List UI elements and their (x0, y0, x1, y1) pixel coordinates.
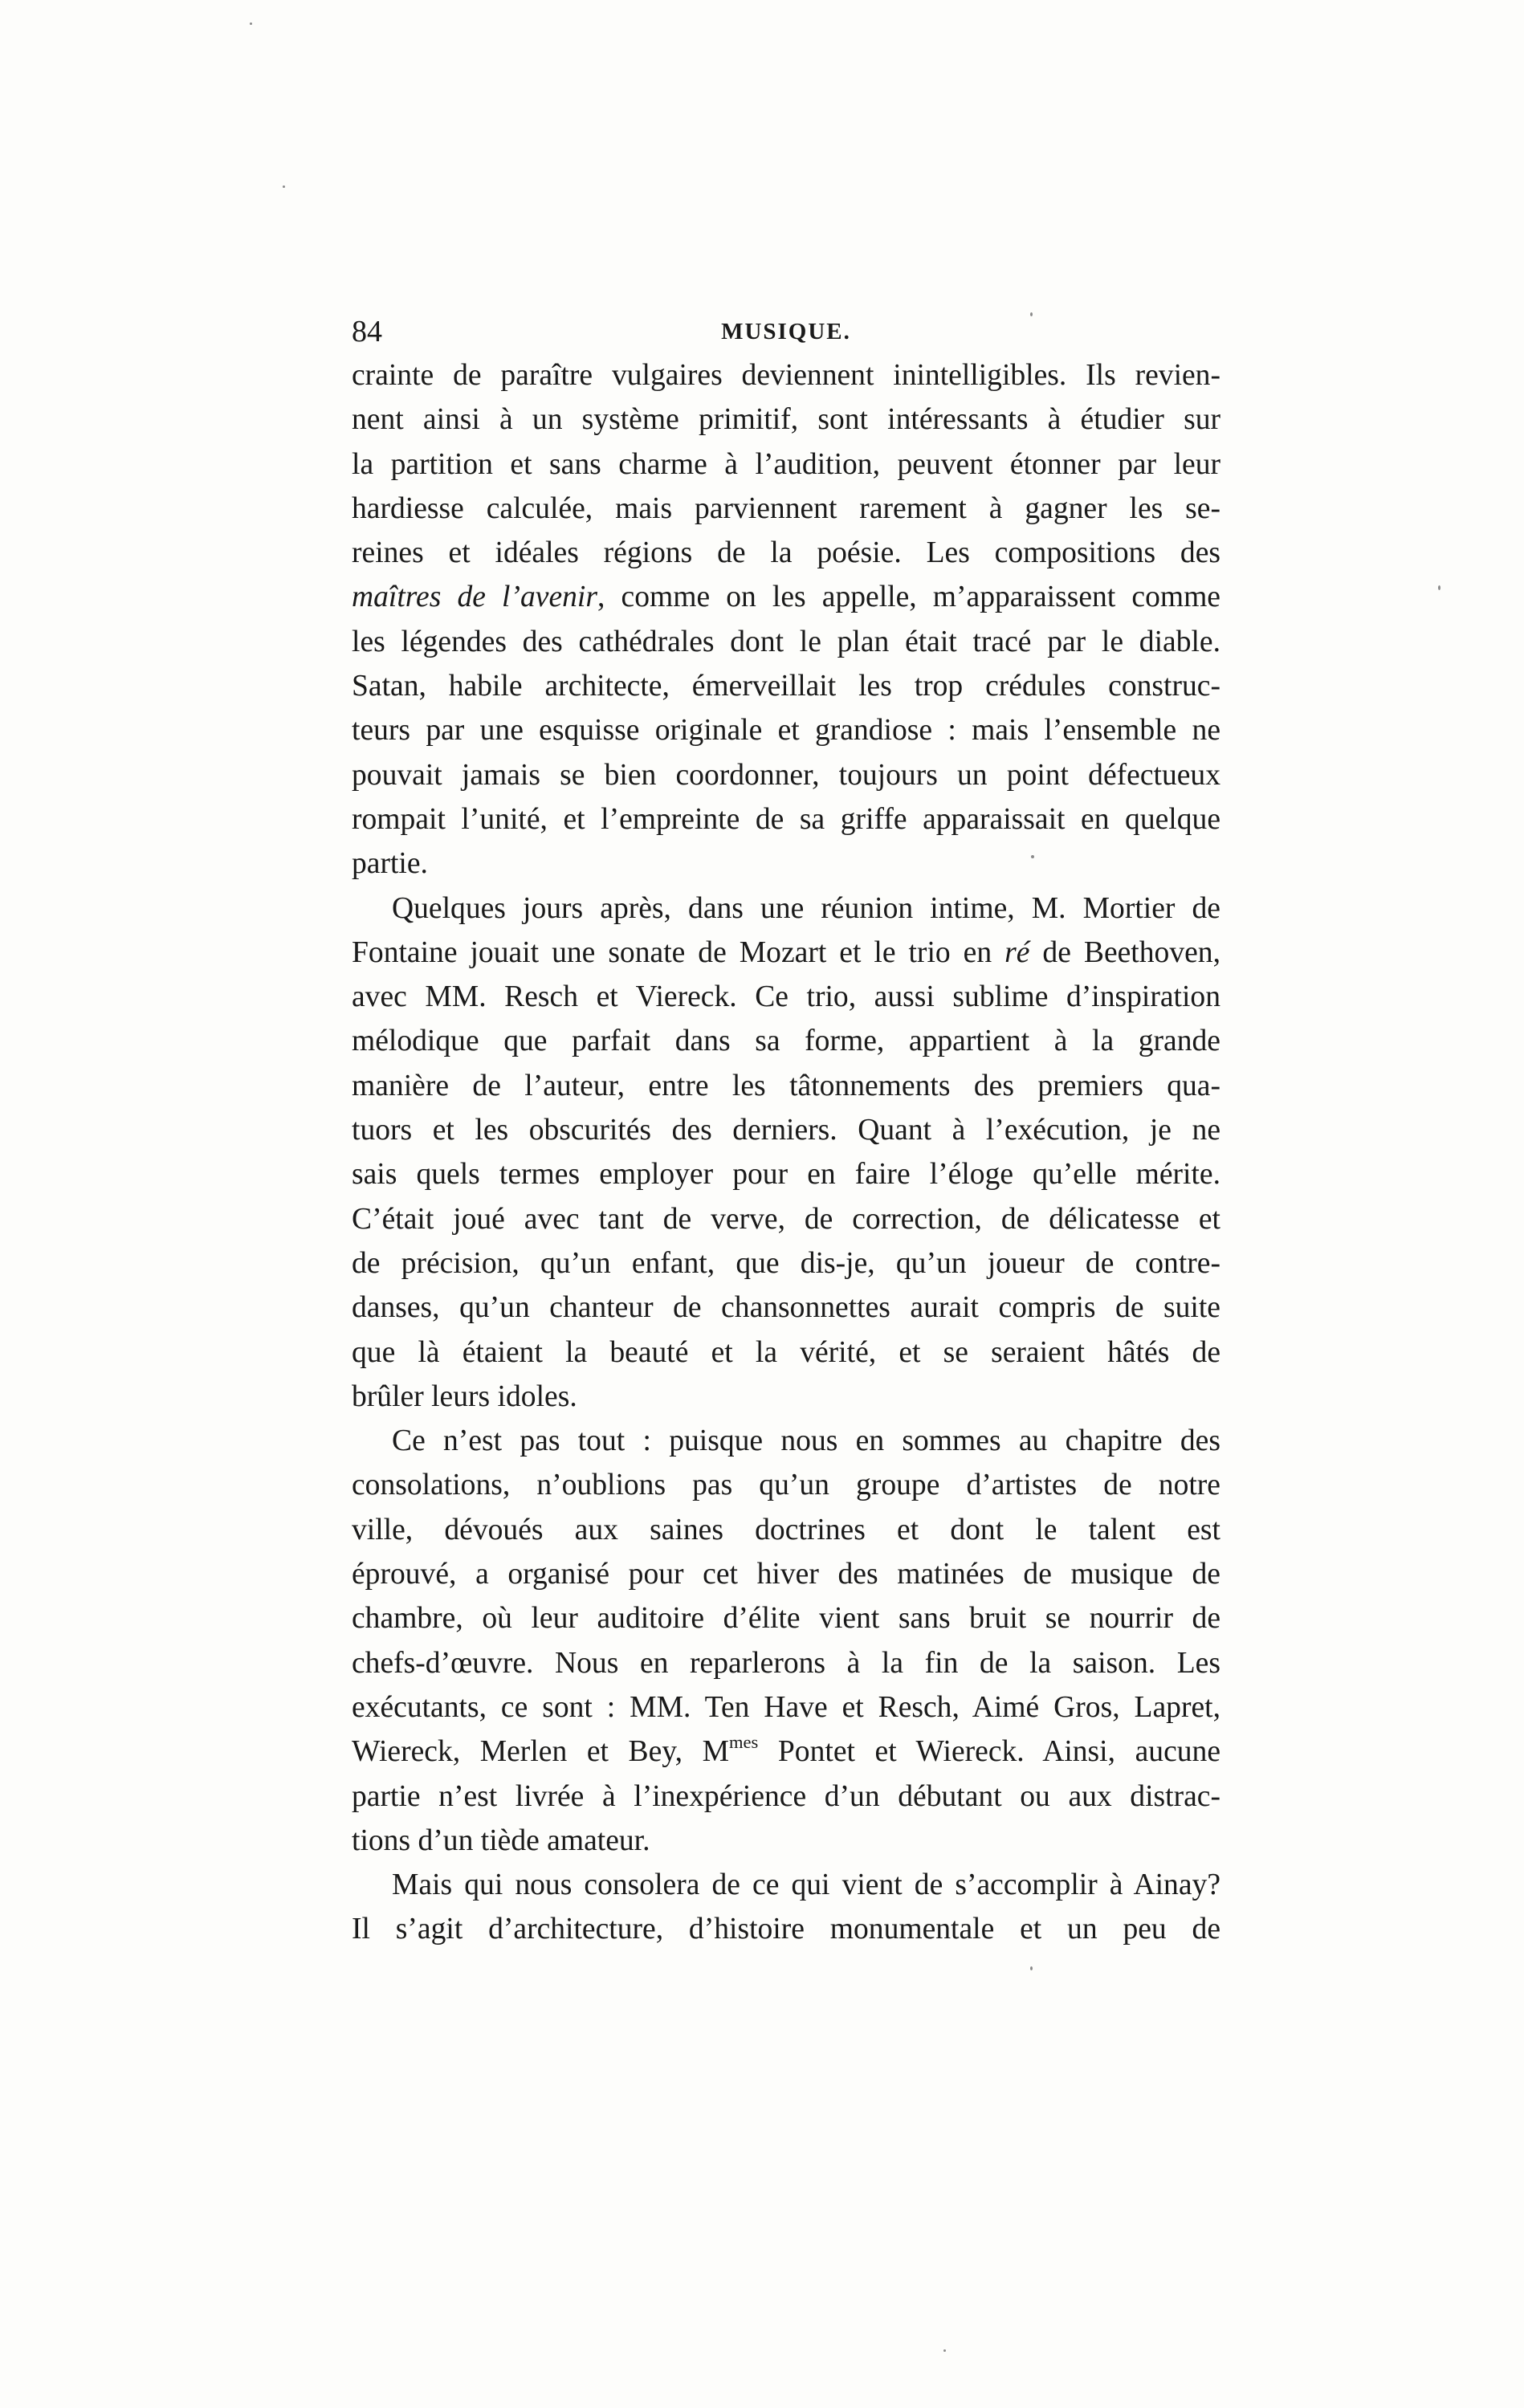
text-line: reines et idéales régions de la poésie. Les compositions des (352, 536, 1220, 570)
text-line: partie n’est livrée à l’inexpérience d’un débutant ou aux distrac- (352, 1779, 1220, 1813)
text-line: Ce n’est pas tout : puisque nous en sommes au chapitre des (392, 1424, 1220, 1458)
text-line: danses, qu’un chanteur de chansonnettes aurait compris de suite (352, 1291, 1220, 1325)
scan-speck (1031, 855, 1034, 858)
scan-speck (250, 22, 252, 25)
text-line: Quelques jours après, dans une réunion intime, M. Mortier de (392, 891, 1220, 925)
scan-speck (943, 2349, 946, 2352)
text-line: chambre, où leur auditoire d’élite vient sans bruit se nourrir de (352, 1602, 1220, 1636)
text-line: Wiereck, Merlen et Bey, $M^{mes}$ Pontet et Wiereck. Ainsi, aucune (352, 1732, 1221, 1769)
text-line: consolations, n’oublions pas qu’un groupe d’artistes de notre (352, 1469, 1220, 1502)
text-line: Il s’agit d’architecture, d’histoire monumentale et un peu de (352, 1913, 1220, 1946)
scan-speck (1030, 1966, 1033, 1970)
paragraph (352, 353, 1220, 886)
paragraph (352, 1419, 1220, 1863)
text-line: tuors et les obscurités des derniers. Quant à l’exécution, je ne (352, 1114, 1220, 1147)
text-line: partie. (352, 847, 428, 881)
text-line: éprouvé, a organisé pour cet hiver des matinées de musique de (352, 1558, 1220, 1591)
text-line: C’était joué avec tant de verve, de correction, de délicatesse et (352, 1202, 1220, 1236)
text-line: crainte de paraître vulgaires deviennent inintelligibles. Ils revien- (352, 359, 1220, 392)
text-line: maîtres de l’avenir, comme on les appelle, m’apparaissent comme (352, 581, 1220, 614)
text-line: brûler leurs idoles. (352, 1379, 577, 1413)
text-line: Fontaine jouait une sonate de Mozart et le trio en ré de Beethoven, (352, 935, 1220, 969)
scan-speck (1030, 312, 1033, 316)
text-line: mélodique que parfait dans sa forme, appartient à la grande (352, 1025, 1220, 1058)
text-line: ville, dévoués aux saines doctrines et dont le talent est (352, 1513, 1220, 1546)
running-head (352, 312, 1220, 352)
text-line: tions d’un tiède amateur. (352, 1823, 650, 1857)
scan-speck (1438, 585, 1440, 590)
text-line: avec MM. Resch et Viereck. Ce trio, aussi sublime d’inspiration (352, 980, 1220, 1014)
running-title: MUSIQUE. (721, 319, 851, 344)
text-line: de précision, qu’un enfant, que dis-je, qu’un joueur de contre- (352, 1246, 1220, 1280)
body-text (352, 353, 1220, 1952)
paragraph (352, 1863, 1220, 1952)
text-line: la partition et sans charme à l’audition, peuvent étonner par leur (352, 447, 1220, 481)
text-line: que là étaient la beauté et la vérité, et se seraient hâtés de (352, 1335, 1220, 1369)
page-number: 84 (352, 315, 382, 348)
text-line: exécutants, ce sont : MM. Ten Have et Resch, Aimé Gros, Lapret, (352, 1690, 1220, 1724)
text-line: Satan, habile architecte, émerveillait les trop crédules construc- (352, 670, 1220, 703)
text-line: hardiesse calculée, mais parviennent rarement à gagner les se- (352, 491, 1220, 525)
text-line: teurs par une esquisse originale et grandiose : mais l’ensemble ne (352, 714, 1220, 748)
text-line: Mais qui nous consolera de ce qui vient de s’accomplir à Ainay? (392, 1868, 1220, 1902)
text-line: chefs-d’œuvre. Nous en reparlerons à la fin de la saison. Les (352, 1646, 1220, 1680)
scan-speck (283, 185, 285, 188)
text-line: nent ainsi à un système primitif, sont intéressants à étudier sur (352, 403, 1220, 437)
text-line: manière de l’auteur, entre les tâtonnements des premiers qua- (352, 1069, 1220, 1102)
text-line: sais quels termes employer pour en faire l’éloge qu’elle mérite. (352, 1158, 1220, 1192)
text-line: les légendes des cathédrales dont le plan était tracé par le diable. (352, 625, 1220, 658)
paragraph (352, 886, 1220, 1420)
text-line: pouvait jamais se bien coordonner, toujours un point défectueux (352, 758, 1220, 792)
text-line: rompait l’unité, et l’empreinte de sa griffe apparaissait en quelque (352, 802, 1220, 836)
